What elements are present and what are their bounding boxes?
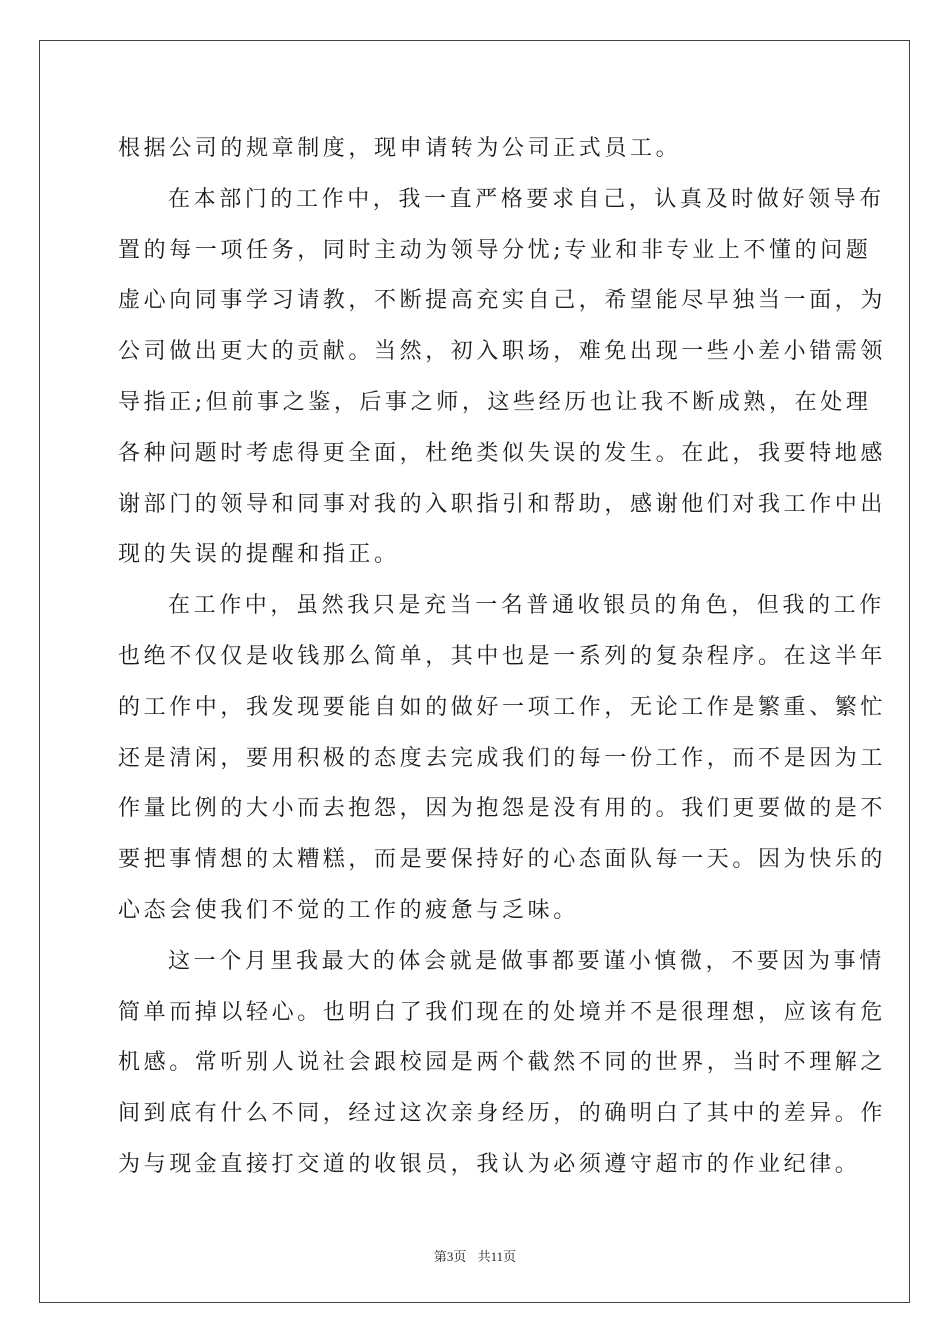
text-line: 根据公司的规章制度，现申请转为公司正式员工。 [118, 136, 682, 161]
paragraph [118, 581, 887, 937]
paragraph [118, 175, 887, 581]
text-line: 要把事情想的太糟糕，而是要保持好的心态面队每一天。因为快乐的 [118, 847, 887, 873]
text-line: 为与现金直接打交道的收银员，我认为必须遵守超市的作业纪律。 [118, 1151, 861, 1177]
text-line: 谢部门的领导和同事对我的入职指引和帮助，感谢他们对我工作中出 [118, 491, 887, 517]
page-footer [0, 1246, 950, 1265]
text-line: 现的失误的提醒和指正。 [118, 542, 400, 568]
text-line: 置的每一项任务，同时主动为领导分忧;专业和非专业上不懂的问题 [118, 237, 872, 263]
text-line: 间到底有什么不同，经过这次亲身经历，的确明白了其中的差异。作 [118, 1101, 887, 1127]
paragraph [118, 937, 887, 1191]
text-line: 这一个月里我最大的体会就是做事都要谨小慎微，不要因为事情 [168, 948, 885, 974]
text-line: 虚心向同事学习请教，不断提高充实自己，希望能尽早独当一面，为 [118, 288, 887, 314]
text-line: 也绝不仅仅是收钱那么简单，其中也是一系列的复杂程序。在这半年 [118, 643, 887, 669]
document-body [118, 124, 887, 1191]
text-line: 在工作中，虽然我只是充当一名普通收银员的角色，但我的工作 [168, 593, 885, 619]
text-line: 简单而掉以轻心。也明白了我们现在的处境并不是很理想，应该有危 [118, 999, 887, 1025]
text-line: 各种问题时考虑得更全面，杜绝类似失误的发生。在此，我要特地感 [118, 440, 887, 466]
text-line: 心态会使我们不觉的工作的疲惫与乏味。 [118, 897, 579, 923]
text-line: 机感。常听别人说社会跟校园是两个截然不同的世界，当时不理解之 [118, 1050, 887, 1076]
text-line: 作量比例的大小而去抱怨，因为抱怨是没有用的。我们更要做的是不 [118, 796, 887, 822]
text-line: 公司做出更大的贡献。当然，初入职场，难免出现一些小差小错需领 [118, 339, 887, 365]
text-line: 导指正;但前事之鉴，后事之师，这些经历也让我不断成熟，在处理 [118, 389, 872, 415]
paragraph [118, 124, 834, 175]
page-total: 共11页 [477, 1249, 517, 1264]
text-line: 的工作中，我发现要能自如的做好一项工作，无论工作是繁重、繁忙 [118, 694, 887, 720]
text-line: 还是清闲，要用积极的态度去完成我们的每一份工作，而不是因为工 [118, 745, 887, 771]
text-line: 在本部门的工作中，我一直严格要求自己，认真及时做好领导布 [168, 186, 885, 212]
page-number: 第3页 [433, 1249, 467, 1264]
